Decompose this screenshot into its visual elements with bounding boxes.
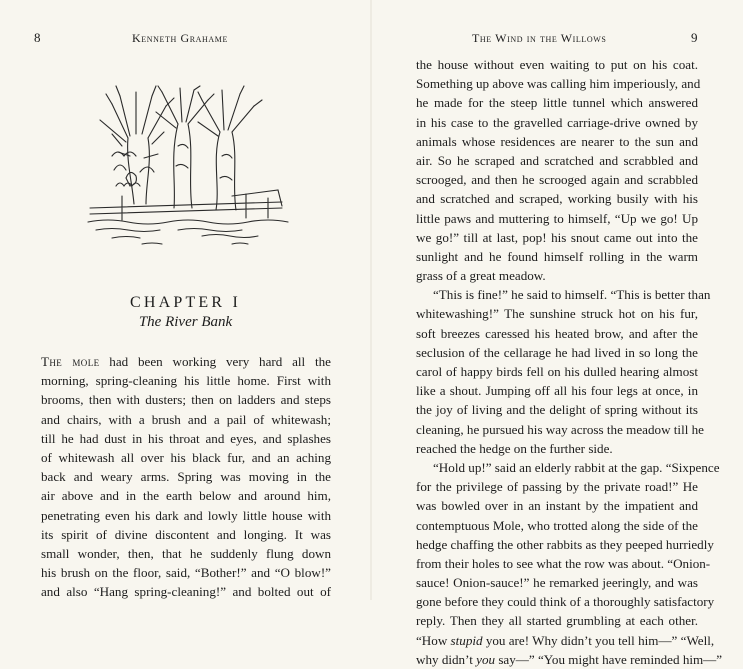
right-body-text [416,55,723,669]
text-line: the house without even waiting to put on his coat. [416,57,698,72]
text-line: was bowled over in an instant by the impatient and [416,498,698,514]
text-line: scrooged, and then he scrooged again and scrabbled [416,172,698,188]
text-line: “This is fine!” he said to himself. “This is better than [433,287,711,303]
text-line: in his case to the gravelled carriage-drive owned by [416,114,698,130]
text-line: hedge chaffing the other rabbits as they peeped hurriedly [416,536,714,552]
text-line: Something up above was calling him imperiously, and [416,76,701,92]
text-line: we go!” till at last, pop! his snout came out into the [416,229,698,245]
text-line: and chairs, with a brush and a pail of whitewash; [41,411,331,427]
text-line: small wonder, then, that he suddenly flung down [41,545,331,561]
text-line: cleaning, he pursued his way across the meadow till he [416,421,704,437]
text-line: from their holes to see what the row was about. “Onion- [416,555,711,571]
text-line: his brush on the floor, said, “Bother!” and “O blow!” [41,565,331,581]
text-line: sauce! Onion-sauce!” he remarked jeeringly, and was [416,575,698,591]
text-line: reached the hedge on the further side. [416,440,613,456]
text-line: he made for the steep little tunnel which answered [416,95,698,111]
text-line: The mole had been working very hard all the [41,354,331,369]
text-line: soft breezes caressed his heated brow, and after the [416,325,698,341]
text-line: morning, spring-cleaning his little home. First with [41,373,331,389]
running-head: Kenneth Grahame [132,31,228,45]
text-line: air above and in the earth below and around him, [41,488,331,504]
text-line: seclusion of the cellarage he had lived in so long the [416,344,698,360]
text-line: reply. Then they all started grumbling at each other. [416,613,698,629]
page-number: 9 [691,30,698,45]
text-line: gone before they could think of a thoroughly satisfactory [416,594,715,610]
text-line: till he had dust in his throat and eyes, and splashes [41,430,331,446]
text-line: carol of happy birds fell on his dulled hearing almost [416,364,698,379]
text-line: whitewashing!” The sunshine struck hot on his fur, [416,306,698,322]
text-line: its spirit of divine discontent and longing. It was [41,526,331,542]
text-line: and also “Hang spring-cleaning!” and bolted out of [41,584,331,600]
text-line: sunlight and he found himself rolling in the warm [416,248,698,264]
right-page [372,0,743,667]
drop-lead-in: The mole [41,354,100,369]
chapter-title: The River Bank [138,314,233,330]
text-line: back and weary arms. Spring was moving in the [41,469,331,485]
text-line: brooms, then with dusters; then on ladders and steps [41,392,331,408]
text-line: penetrating even his dark and lowly little house with [41,507,331,523]
text-line: air. So he scraped and scratched and scrabbled and [416,152,698,168]
willow-trees-illustration [82,86,292,246]
text-line: grass of a great meadow. [416,268,546,284]
left-body-text [41,352,331,601]
text-line: and scratched and scraped, working busily with his [416,191,698,207]
left-page [0,0,371,600]
text-line: of whitewash all over his black fur, and an aching [41,449,331,465]
text-line: “How stupid you are! Why didn’t you tell him—” “Well, [416,632,715,648]
text-line: animals whose residences are nearer to the sun and [416,133,698,149]
text-line: “Hold up!” said an elderly rabbit at the gap. “Sixpence [433,459,720,475]
text-line: little paws and muttering to himself, “Up we go! Up [416,210,698,226]
text-line: the joy of living and the delight of spring without its [416,402,698,418]
text-line: for the privilege of passing by the private road!” He [416,479,698,495]
running-head: The Wind in the Willows [472,31,607,45]
page-number: 8 [34,30,41,45]
text-line: why didn’t you say—” “You might have reminded him—” [416,651,723,667]
text-line: like a shout. Jumping off all his four legs at once, in [416,383,698,399]
chapter-number: CHAPTER I [129,294,242,311]
text-line: contemptuous Mole, who trotted along the side of the [416,517,698,533]
